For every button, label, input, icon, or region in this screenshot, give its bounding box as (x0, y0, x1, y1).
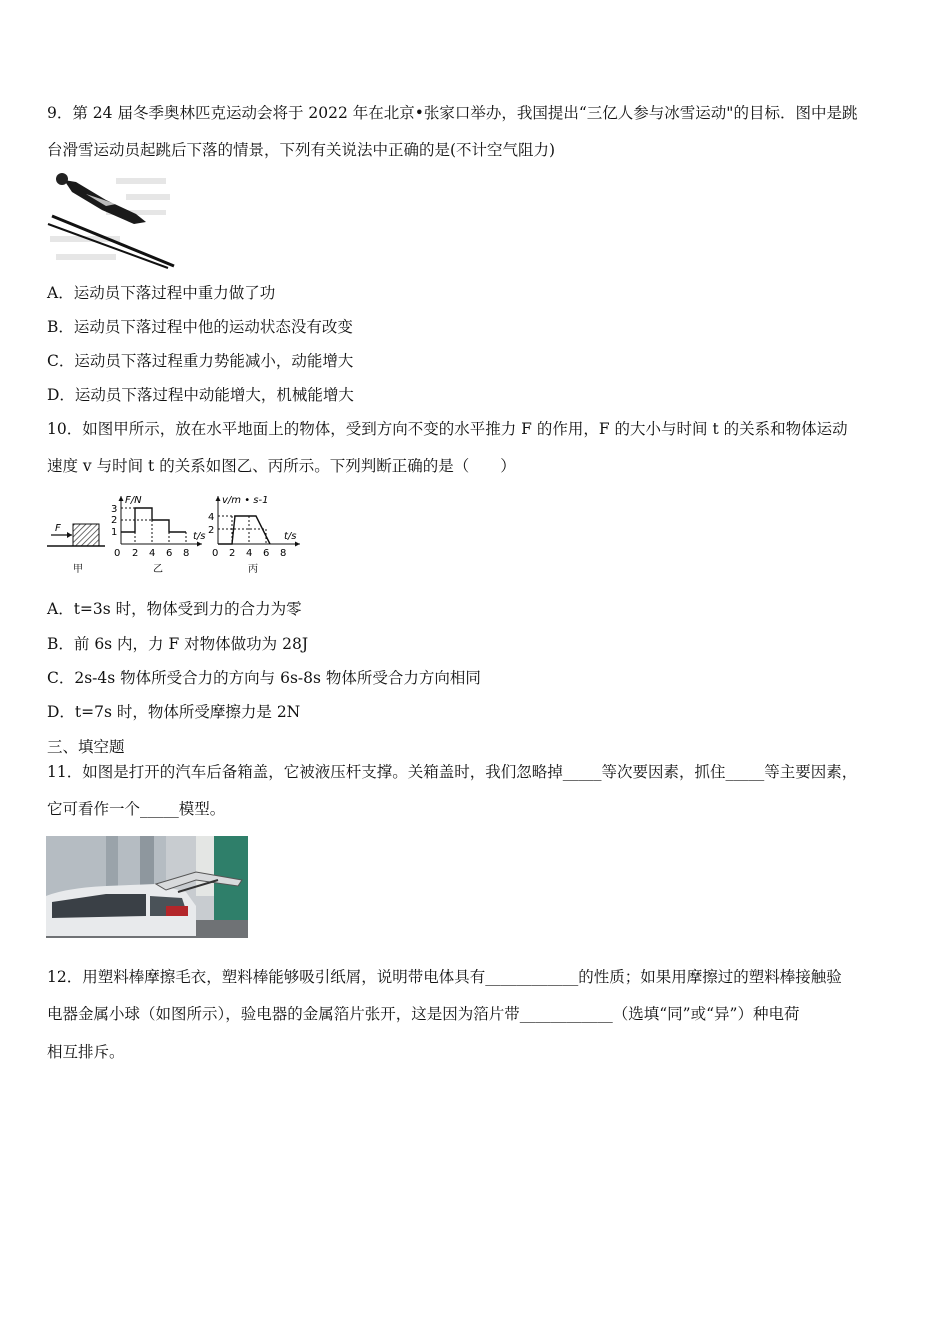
label-bing: 丙 (248, 564, 258, 575)
q9-option-a: A．运动员下落过程中重力做了功 (47, 284, 276, 302)
yi-xtick-4: 4 (149, 548, 156, 559)
q11-stem-line1: 11．如图是打开的汽车后备箱盖，它被液压杆支撑。关箱盖时，我们忽略掉_____等次要因素，抓住_____等主要因素， (47, 763, 858, 781)
yi-ytick-2: 2 (111, 515, 118, 526)
yi-xtick-6: 6 (166, 548, 173, 559)
q10-option-b: B．前 6s 内，力 F 对物体做功为 28J (47, 635, 309, 653)
yi-ytick-3: 3 (111, 504, 118, 515)
figure-yi-force-time-graph (106, 492, 206, 576)
label-jia: 甲 (73, 564, 83, 575)
bing-ylabel: v/m • s-1 (222, 495, 269, 506)
figure-jia (45, 508, 107, 576)
ski-jumper-image (46, 170, 176, 270)
q12-stem-line3: 相互排斥。 (47, 1043, 125, 1061)
figure-bing-velocity-time-graph (204, 492, 304, 576)
yi-ylabel: F/N (125, 495, 142, 506)
q12-stem-line1: 12．用塑料棒摩擦毛衣，塑料棒能够吸引纸屑，说明带电体具有____________的性质；如果用摩擦过的塑料棒接触验 (47, 968, 842, 986)
q10-stem-line1: 10．如图甲所示，放在水平地面上的物体，受到方向不变的水平推力 F 的作用，F 的大小与时间 t 的关系和物体运动 (47, 420, 848, 438)
q10-option-a: A．t=3s 时，物体受到力的合力为零 (47, 600, 302, 618)
car-trunk-photo (46, 836, 248, 938)
bing-ytick-2: 2 (208, 525, 215, 536)
yi-xtick-8: 8 (183, 548, 190, 559)
q9-option-d: D．运动员下落过程中动能增大，机械能增大 (47, 386, 354, 404)
yi-ytick-1: 1 (111, 527, 118, 538)
q9-option-c: C．运动员下落过程重力势能减小，动能增大 (47, 352, 354, 370)
section-title: 三、填空题 (47, 738, 125, 756)
q10-option-d: D．t=7s 时，物体所受摩擦力是 2N (47, 703, 301, 721)
bing-xtick-0: 0 (212, 548, 219, 559)
q9-stem-line2: 台滑雪运动员起跳后下落的情景，下列有关说法中正确的是(不计空气阻力) (47, 141, 556, 159)
force-label: F (55, 523, 61, 534)
q10-option-c: C．2s-4s 物体所受合力的方向与 6s-8s 物体所受合力方向相同 (47, 669, 481, 687)
q9-option-b: B．运动员下落过程中他的运动状态没有改变 (47, 318, 353, 336)
label-yi: 乙 (153, 564, 163, 575)
yi-xtick-2: 2 (132, 548, 139, 559)
q11-stem-line2: 它可看作一个_____模型。 (47, 800, 226, 818)
q12-stem-line2: 电器金属小球（如图所示），验电器的金属箔片张开，这是因为箔片带____________（选填“同”或“异”）种电荷 (47, 1005, 800, 1023)
bing-xtick-6: 6 (263, 548, 270, 559)
bing-xtick-4: 4 (246, 548, 253, 559)
bing-xlabel: t/s (284, 531, 297, 542)
bing-ytick-4: 4 (208, 512, 215, 523)
yi-xlabel: t/s (193, 531, 206, 542)
q10-stem-line2: 速度 v 与时间 t 的关系如图乙、丙所示。下列判断正确的是（ ） (47, 457, 516, 475)
q9-stem-line1: 9．第 24 届冬季奥林匹克运动会将于 2022 年在北京•张家口举办，我国提出“三亿人参与冰雪运动"的目标．图中是跳 (47, 104, 858, 122)
bing-xtick-2: 2 (229, 548, 236, 559)
bing-xtick-8: 8 (280, 548, 287, 559)
yi-xtick-0: 0 (114, 548, 121, 559)
